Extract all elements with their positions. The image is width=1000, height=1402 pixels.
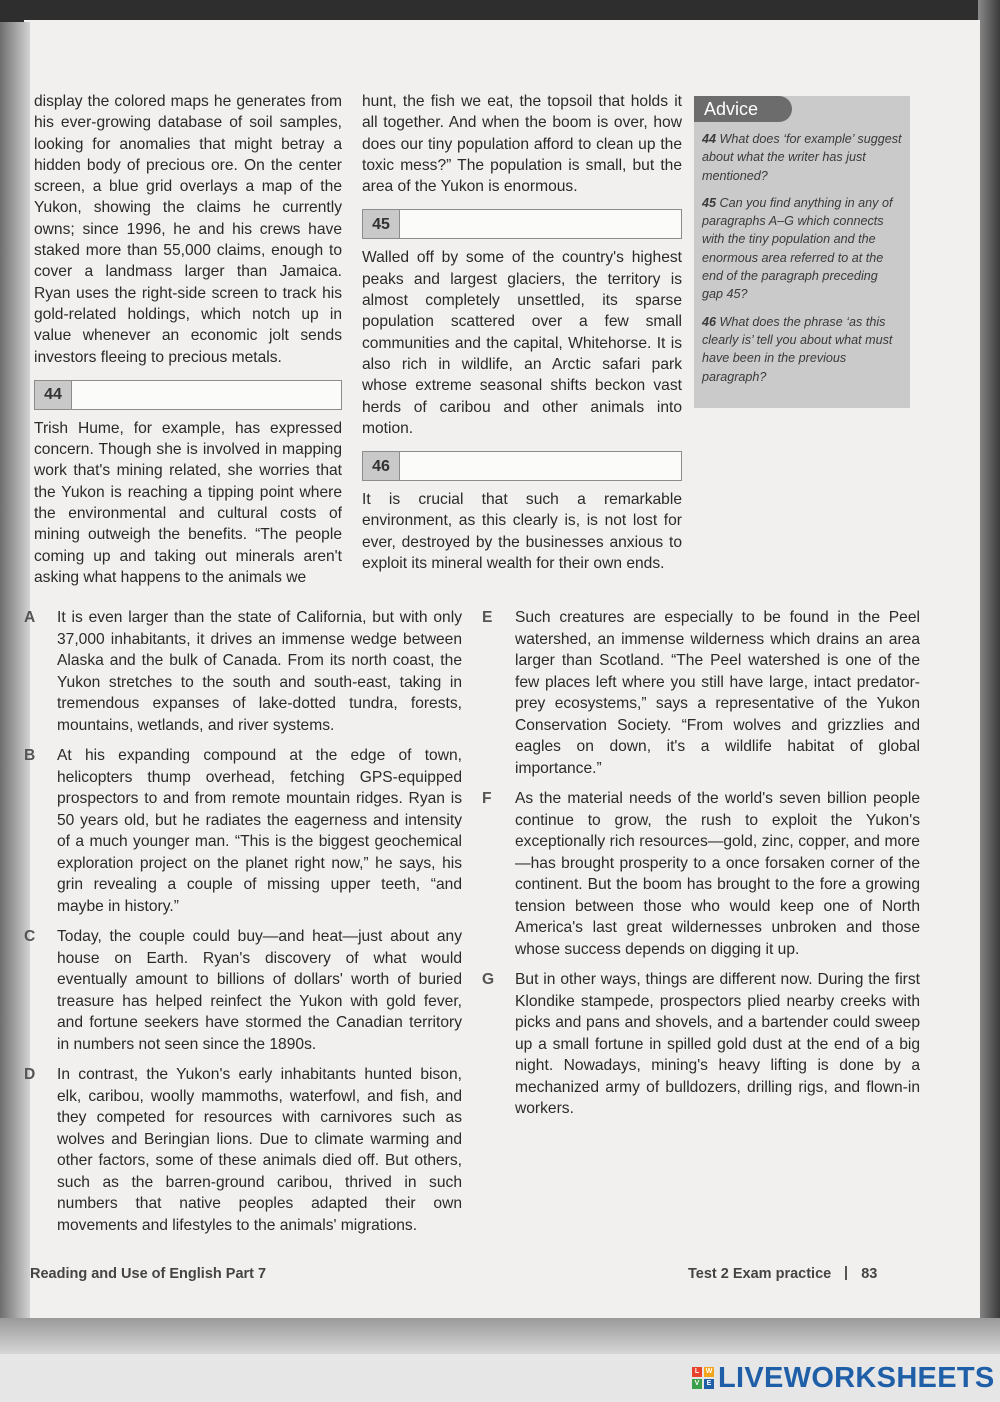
advice-box — [694, 96, 910, 408]
option-text: As the material needs of the world's seven billion people continue to grow, the rush to exploit the Yukon's exceptionally rich resources—gold, zinc, copper, and more—has brought prosperity to a once forsaken corner of the continent. But the boom has brought to the fore a growing tension between those who would keep one of North America's last great wildernesses unbroken and those whose success depends on digging it up. — [515, 790, 920, 958]
option-letter: A — [24, 609, 36, 626]
footer-test-text: Test 2 Exam practice — [688, 1266, 832, 1282]
option-f — [482, 788, 920, 960]
logo-text: LIVEWORKSHEETS — [718, 1361, 995, 1394]
option-letter: C — [24, 928, 36, 945]
advice-item-number: 46 — [702, 314, 717, 329]
advice-item-text: What does the phrase ‘as this clearly is’ tell you about what must have been in the previous paragraph? — [702, 314, 893, 384]
gap-number: 46 — [363, 452, 400, 480]
option-text: But in other ways, things are different now. During the first Klondike stampede, prospectors plied nearby creeks with picks and pans and shovels, and a bartender could sweep up a small fortune in spilled gold dust at the end of a big night. Nowadays, mining's heavy lifting is done by a mechanized army of bulldozers, drilling rigs, and flown-in workers. — [515, 971, 920, 1117]
advice-body — [702, 130, 902, 395]
advice-item — [702, 313, 902, 386]
advice-item-text: Can you find anything in any of paragraphs A–G which connects with the tiny population and the enormous area referred to at the end of the paragraph preceding gap 45? — [702, 195, 893, 302]
text-column-1 — [34, 91, 342, 588]
advice-title: Advice — [694, 96, 792, 122]
gap-number: 45 — [363, 210, 400, 238]
gap-44-answer-box[interactable] — [34, 380, 342, 410]
logo-block: E — [704, 1379, 714, 1389]
column2-paragraph-3: It is crucial that such a remarkable environment, as this clearly is, is not lost for ever, destroyed by the businesses anxious to exploit its mineral wealth for their own ends. — [362, 491, 682, 573]
liveworksheets-logo — [692, 1363, 995, 1393]
option-letter: F — [482, 790, 492, 807]
option-g — [482, 969, 920, 1120]
gap-number: 44 — [35, 381, 72, 409]
option-a — [24, 607, 462, 736]
option-text: Such creatures are especially to be found in the Peel watershed, an immense wilderness which drains an area larger than Scotland. “The Peel watershed is one of the few places left where you still have large, intact predator-prey ecosystems,” says a representative of the Yukon Conservation Society. “From wolves and grizzlies and eagles on down, it's a wildlife habitat of global importance.” — [515, 609, 920, 777]
scan-bottom-edge — [0, 1318, 1000, 1354]
gap-45-answer-box[interactable] — [362, 209, 682, 239]
option-d — [24, 1064, 462, 1236]
column1-paragraph-2: Trish Hume, for example, has expressed concern. Though she is involved in mapping work that's mining related, she worries that the Yukon is reaching a tipping point where the environmental and cultural costs of mining outweigh the benefits. “The people coming up and taking out minerals aren't asking what happens to the animals we — [34, 419, 342, 586]
options-left-column — [24, 607, 462, 1245]
option-text: In contrast, the Yukon's early inhabitants hunted bison, elk, caribou, woolly mammoths, waterfowl, and fish, and they competed for resources with carnivores such as wolves and Beringian lions. Due to climate warming and other factors, some of these animals died off. But others, such as the barren-ground caribou, thrived in such numbers that native peoples adapted their own movements and lifestyles to the animals' migrations. — [57, 1066, 462, 1234]
options-right-column — [482, 607, 920, 1129]
option-c — [24, 926, 462, 1055]
scan-top-edge — [0, 0, 1000, 22]
text-column-2 — [362, 91, 682, 574]
advice-item-number: 45 — [702, 195, 717, 210]
column1-paragraph-1: display the colored maps he generates from his ever-growing database of soil samples, looking for anomalies that might betray a hidden body of precious ore. On the center screen, a blue grid overlays a map of the Yukon, showing the claims he currently owns; since 1996, he and his crews have staked more than 55,000 claims, enough to cover a landmass larger than Jamaica. Ryan uses the right-side screen to track his gold-related holdings, which notch up in value whenever an economic jolt sends investors fleeing to precious metals. — [34, 93, 342, 366]
option-e — [482, 607, 920, 779]
option-letter: E — [482, 609, 493, 626]
footer-separator — [845, 1266, 847, 1280]
logo-block: V — [692, 1379, 702, 1389]
option-letter: B — [24, 747, 36, 764]
option-b — [24, 745, 462, 917]
logo-block: W — [705, 1368, 713, 1375]
option-letter: D — [24, 1066, 36, 1083]
advice-item — [702, 130, 902, 185]
page-number: 83 — [861, 1266, 878, 1282]
logo-blocks-icon — [692, 1367, 714, 1389]
logo-block: L — [692, 1367, 702, 1377]
option-text: It is even larger than the state of California, but with only 37,000 inhabitants, it drives an immense wedge between Alaska and the bulk of Canada. From its north coast, the Yukon stretches to the south and south-east, taking in tremendous expanses of lake-dotted tundra, forests, mountains, wetlands, and river systems. — [57, 609, 462, 734]
option-text: At his expanding compound at the edge of town, helicopters thump overhead, fetching GPS-equipped prospectors to and from remote mountain ridges. Ryan is 50 years old, but he radiates the eagerness and intensity of a much younger man. “This is the biggest geochemical exploration project on the planet right now,” he says, his grin revealing a couple of missing upper teeth, “and maybe in history.” — [57, 747, 462, 915]
footer-test-label — [688, 1266, 877, 1282]
advice-item-text: What does ‘for example’ suggest about what the writer has just mentioned? — [702, 132, 902, 183]
option-letter: G — [482, 971, 495, 988]
option-text: Today, the couple could buy—and heat—just about any house on Earth. Ryan's discovery of what would eventually amount to billions of dollars' worth of buried treasure has helped reinfect the Yukon with gold fever, and fortune seekers have stormed the Canadian territory in numbers not seen since the 1890s. — [57, 928, 462, 1053]
column2-paragraph-1: hunt, the fish we eat, the topsoil that holds it all together. And when the boom is over, how does our tiny population afford to clean up the toxic mess?” The population is small, but the area of the Yukon is enormous. — [362, 93, 682, 196]
advice-item-number: 44 — [702, 132, 717, 146]
gap-46-answer-box[interactable] — [362, 451, 682, 481]
scan-right-edge — [978, 0, 1000, 1345]
footer-section-title: Reading and Use of English Part 7 — [30, 1266, 267, 1282]
column2-paragraph-2: Walled off by some of the country's highest peaks and largest glaciers, the territory is almost completely unsettled, its sparse population scattered over a few small communities and the capital, Whitehorse. It is also rich in wildlife, an Arctic safari park whose extreme seasonal shifts beckon vast herds of caribou and other animals into motion. — [362, 249, 682, 437]
advice-item — [702, 194, 902, 304]
